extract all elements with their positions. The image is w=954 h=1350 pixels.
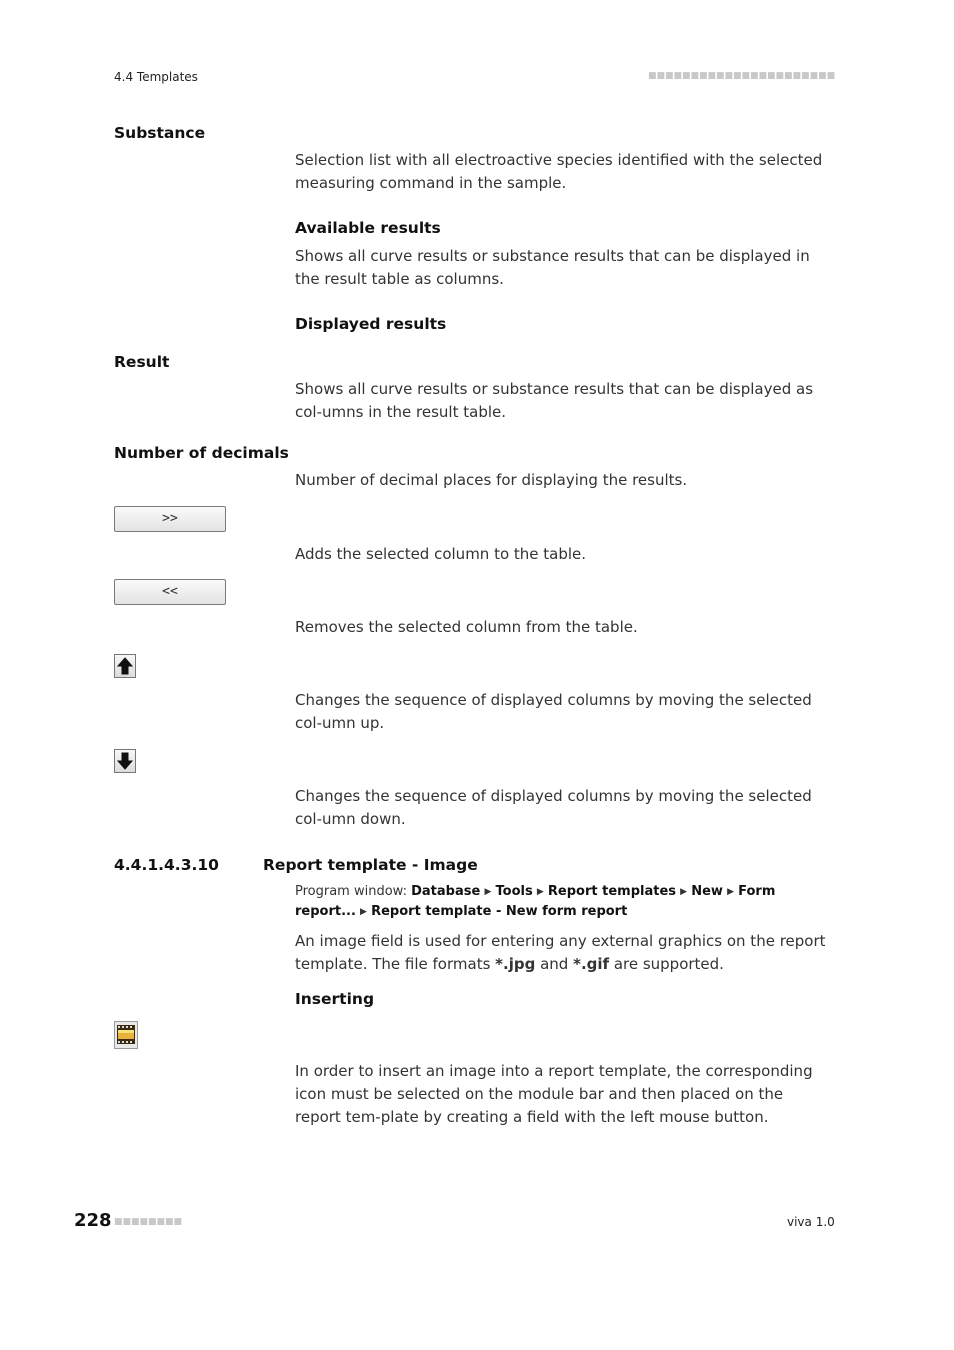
footer-dots: ■■■■■■■■ bbox=[114, 1217, 183, 1227]
format-jpg: *.jpg bbox=[495, 955, 536, 973]
remove-column-description: Removes the selected column from the table. bbox=[295, 618, 638, 636]
menu-path-separator-icon: ▶ bbox=[360, 907, 367, 917]
menu-path-item: Database bbox=[411, 884, 481, 899]
running-header-section: 4.4 Templates bbox=[114, 70, 198, 84]
move-up-button[interactable] bbox=[114, 654, 136, 678]
inserting-description: In order to insert an image into a report template, the corresponding icon must be selected on the module bar and then placed on the report tem-plate by creating a field with the left mouse button. bbox=[295, 1062, 813, 1126]
menu-path-prefix: Program window: bbox=[295, 884, 412, 899]
page-number: 228 bbox=[74, 1210, 112, 1231]
add-column-button[interactable]: >> bbox=[114, 506, 226, 532]
section-title: Report template - Image bbox=[263, 856, 478, 874]
image-field-button[interactable] bbox=[114, 1021, 138, 1049]
substance-label: Substance bbox=[114, 124, 206, 142]
image-icon bbox=[114, 1021, 138, 1049]
move-down-button[interactable] bbox=[114, 749, 136, 773]
decimals-label: Number of decimals bbox=[114, 444, 289, 462]
menu-path-separator-icon: ▶ bbox=[536, 887, 544, 897]
menu-path-item: Tools bbox=[495, 884, 533, 899]
product-name: viva 1.0 bbox=[787, 1215, 835, 1229]
format-gif: *.gif bbox=[573, 955, 610, 973]
result-description: Shows all curve results or substance results that can be displayed as col-umns in the result table. bbox=[295, 380, 814, 421]
menu-path-item: Report templates bbox=[547, 884, 677, 899]
menu-path-separator-icon: ▶ bbox=[484, 887, 492, 897]
remove-column-button[interactable]: << bbox=[114, 579, 226, 605]
intro-text-2: are supported. bbox=[609, 955, 724, 973]
menu-path-separator-icon: ▶ bbox=[727, 887, 734, 897]
arrow-up-icon bbox=[115, 655, 135, 677]
menu-path bbox=[295, 882, 835, 922]
menu-path-item: New bbox=[691, 884, 723, 899]
substance-description: Selection list with all electroactive species identified with the selected measuring command in the sample. bbox=[295, 151, 823, 192]
running-header-dots: ■■■■■■■■■■■■■■■■■■■■■■ bbox=[648, 71, 836, 81]
intro-and: and bbox=[535, 955, 574, 973]
arrow-down-icon bbox=[115, 750, 135, 772]
move-up-description: Changes the sequence of displayed columns by moving the selected col-umn up. bbox=[295, 691, 812, 732]
inserting-label: Inserting bbox=[295, 990, 375, 1008]
menu-path-separator-icon: ▶ bbox=[680, 887, 688, 897]
intro-text-1: An image field is used for entering any external graphics on the report template. The file formats bbox=[295, 932, 826, 973]
add-column-description: Adds the selected column to the table. bbox=[295, 545, 587, 563]
menu-path-item: Form report... bbox=[295, 884, 776, 919]
section-number: 4.4.1.4.3.10 bbox=[114, 856, 219, 874]
displayed-results-label: Displayed results bbox=[295, 315, 447, 333]
result-label: Result bbox=[114, 353, 170, 371]
move-down-description: Changes the sequence of displayed columns by moving the selected col-umn down. bbox=[295, 787, 812, 828]
decimals-description: Number of decimal places for displaying the results. bbox=[295, 471, 688, 489]
available-results-label: Available results bbox=[295, 219, 441, 237]
image-field-intro bbox=[295, 930, 827, 976]
available-results-description: Shows all curve results or substance results that can be displayed in the result table as columns. bbox=[295, 247, 810, 288]
menu-path-item: Report template - New form report bbox=[371, 904, 628, 919]
